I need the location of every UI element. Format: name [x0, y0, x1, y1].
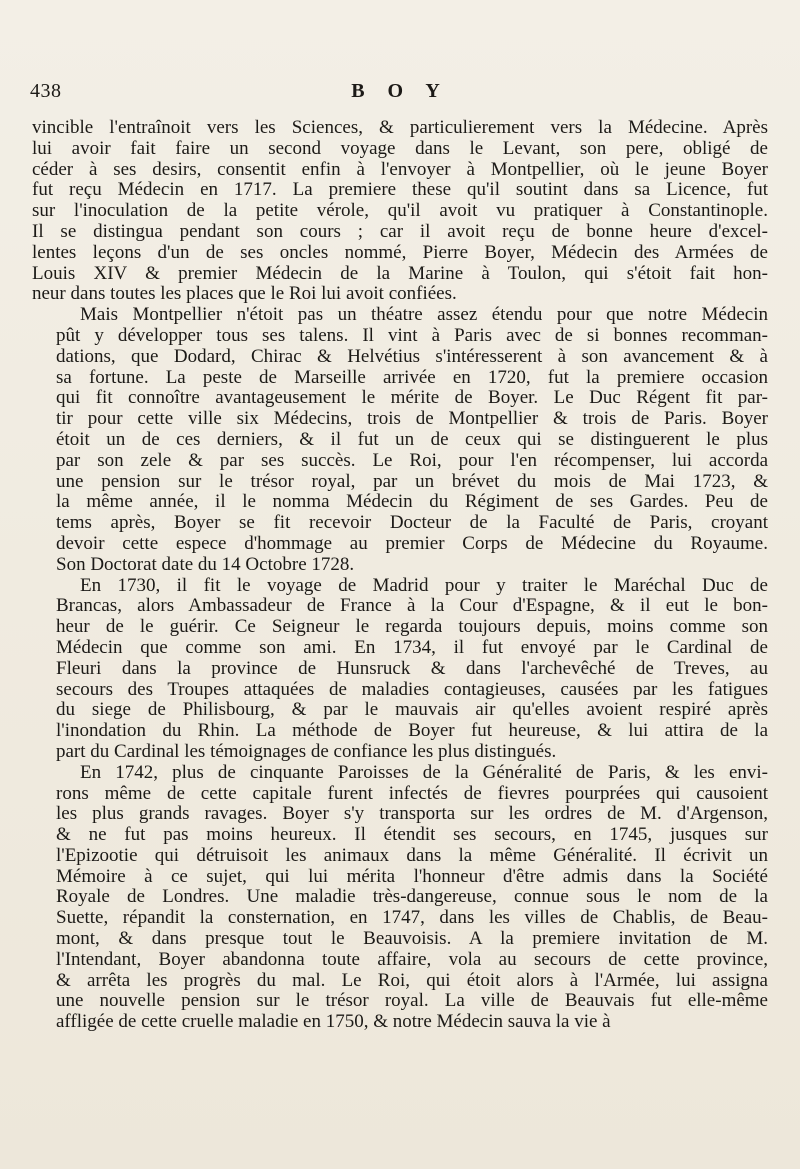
- text-line: céder à ses desirs, consentit enfin à l'envoyer à Montpellier, où le jeune Boyer: [32, 159, 768, 180]
- text-line: une pension sur le trésor royal, par un brévet du mois de Mai 1723, &: [56, 471, 768, 492]
- text-line: Royale de Londres. Une maladie très-dangereuse, connue sous le nom de la: [56, 887, 768, 908]
- text-line: Louis XIV & premier Médecin de la Marine à Toulon, qui s'étoit fait hon-: [32, 263, 768, 284]
- text-line: lui avoir fait faire un second voyage dans le Levant, son pere, obligé de: [32, 138, 768, 159]
- text-line: secours des Troupes attaquées de maladies contagieuses, causées par les fatigues: [56, 679, 768, 700]
- paragraph: [32, 576, 768, 763]
- text-line: Médecin que comme son ami. En 1734, il fut envoyé par le Cardinal de: [56, 637, 768, 658]
- text-line: l'inondation du Rhin. La méthode de Boyer fut heureuse, & lui attira de la: [56, 721, 768, 742]
- text-line: fut reçu Médecin en 1717. La premiere these qu'il soutint dans sa Licence, fut: [32, 180, 768, 201]
- text-line: Il se distingua pendant son cours ; car il avoit reçu de bonne heure d'excel-: [32, 221, 768, 242]
- text-line: & ne fut pas moins heureux. Il étendit ses secours, en 1745, jusques sur: [56, 825, 768, 846]
- text-line: tems après, Boyer se fit recevoir Docteur de la Faculté de Paris, croyant: [56, 513, 768, 534]
- text-line: par son zele & par ses succès. Le Roi, pour l'en récompenser, lui accorda: [56, 450, 768, 471]
- text-line: du siege de Philisbourg, & par le mauvais air qu'elles avoient respiré après: [56, 700, 768, 721]
- text-line: dations, que Dodard, Chirac & Helvétius s'intéresserent à son avancement & à: [56, 346, 768, 367]
- text-line: qui fit connoître avantageusement le mérite de Boyer. Le Duc Régent fit par-: [56, 388, 768, 409]
- text-line: affligée de cette cruelle maladie en 1750, & notre Médecin sauva la vie à: [56, 1012, 611, 1033]
- text-line: & arrêta les progrès du mal. Le Roi, qui étoit alors à l'Armée, lui assigna: [56, 970, 768, 991]
- text-line: devoir cette espece d'hommage au premier Corps de Médecine du Royaume.: [56, 533, 768, 554]
- text-line: tir pour cette ville six Médecins, trois de Montpellier & trois de Paris. Boyer: [56, 409, 768, 430]
- text-line: rons même de cette capitale furent infectés de fievres pourprées qui causoient: [56, 783, 768, 804]
- text-line: Suette, répandit la consternation, en 1747, dans les villes de Chablis, de Beau-: [56, 908, 768, 929]
- text-line: mont, & dans presque tout le Beauvoisis. A la premiere invitation de M.: [56, 929, 768, 950]
- text-line: part du Cardinal les témoignages de confiance les plus distingués.: [56, 741, 557, 762]
- body-text: [32, 118, 768, 1033]
- text-line: la même année, il le nomma Médecin du Régiment de ses Gardes. Peu de: [56, 492, 768, 513]
- text-line: l'Epizootie qui détruisoit les animaux dans la même Généralité. Il écrivit un: [56, 845, 768, 866]
- text-line: En 1730, il fit le voyage de Madrid pour y traiter le Maréchal Duc de: [80, 575, 768, 596]
- text-line: heur de le guérir. Ce Seigneur le regarda toujours depuis, moins comme son: [56, 617, 768, 638]
- text-line: Brancas, alors Ambassadeur de France à la Cour d'Espagne, & il eut le bon-: [56, 596, 768, 617]
- text-line: neur dans toutes les places que le Roi lui avoit confiées.: [32, 284, 457, 305]
- text-line: En 1742, plus de cinquante Paroisses de la Généralité de Paris, & les envi-: [80, 762, 768, 783]
- text-line: Mémoire à ce sujet, qui lui mérita l'honneur d'être admis dans la Société: [56, 866, 768, 887]
- paragraph: [32, 763, 768, 1033]
- text-line: sur l'inoculation de la petite vérole, qu'il avoit vu pratiquer à Constantinople.: [32, 201, 768, 222]
- text-line: l'Intendant, Boyer abandonna toute affaire, vola au secours de cette province,: [56, 949, 768, 970]
- text-line: Mais Montpellier n'étoit pas un théatre assez étendu pour que notre Médecin: [80, 305, 768, 326]
- paragraph: [32, 118, 768, 305]
- page-header: [30, 80, 770, 110]
- text-line: une nouvelle pension sur le trésor royal. La ville de Beauvais fut elle-même: [56, 991, 768, 1012]
- page-number: 438: [30, 80, 62, 102]
- paragraph: [32, 305, 768, 575]
- text-line: étoit un de ces derniers, & il fut un de ceux qui se distinguerent le plus: [56, 429, 768, 450]
- text-line: sa fortune. La peste de Marseille arrivée en 1720, fut la premiere occasion: [56, 367, 768, 388]
- text-line: les plus grands ravages. Boyer s'y transporta sur les ordres de M. d'Argenson,: [56, 804, 768, 825]
- text-line: vincible l'entraînoit vers les Sciences, & particulierement vers la Médecine. Après: [32, 118, 768, 138]
- text-line: Fleuri dans la province de Hunsruck & dans l'archevêché de Treves, au: [56, 658, 768, 679]
- text-line: Son Doctorat date du 14 Octobre 1728.: [56, 554, 355, 575]
- text-line: lentes leçons d'un de ses oncles nommé, Pierre Boyer, Médecin des Armées de: [32, 242, 768, 263]
- text-line: pût y développer tous ses talens. Il vint à Paris avec de si bonnes recomman-: [56, 325, 768, 346]
- running-head: B O Y: [351, 80, 449, 102]
